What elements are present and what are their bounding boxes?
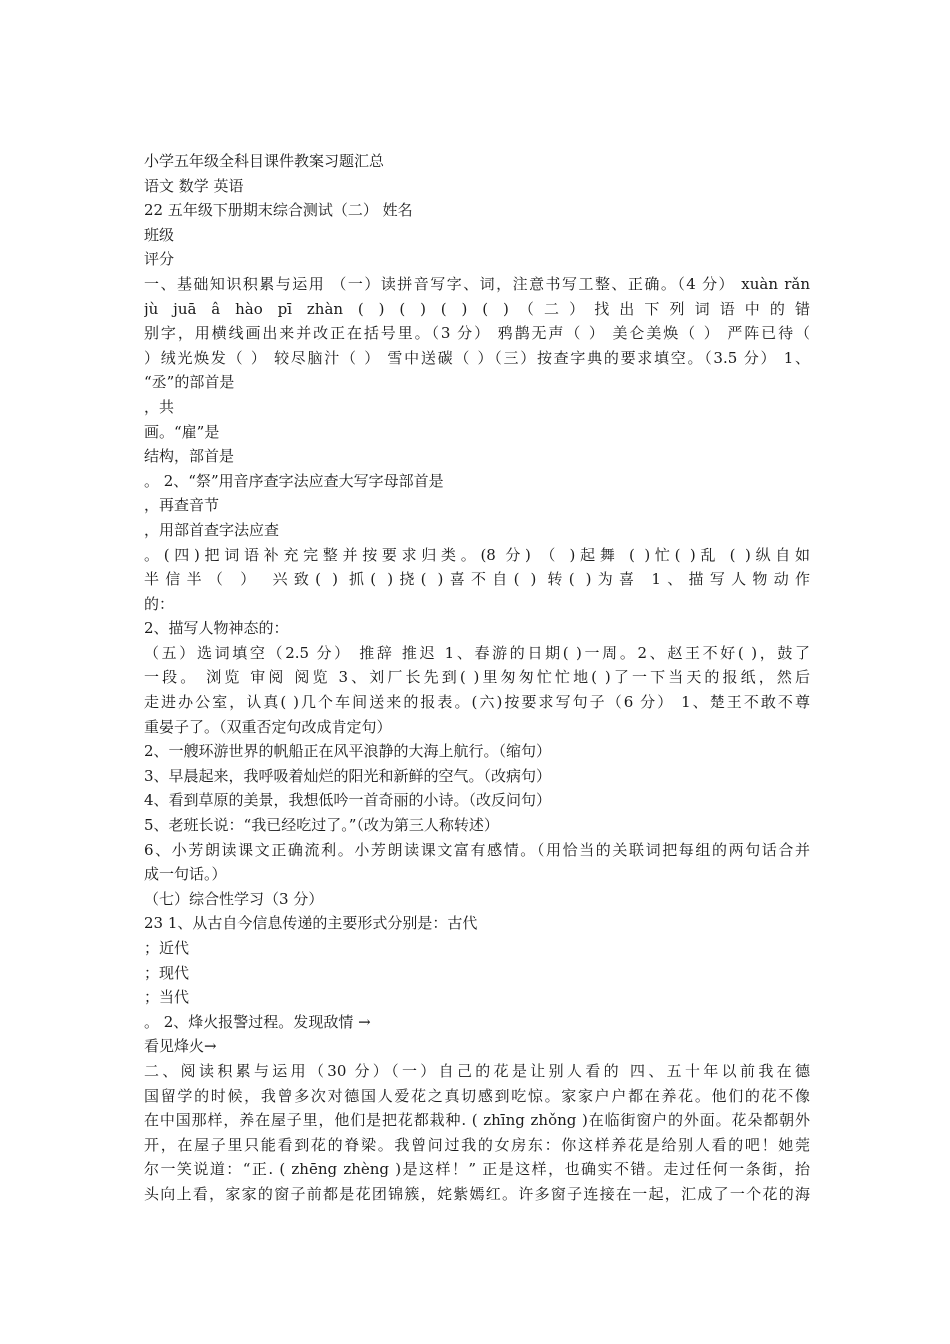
text-line: 2、描写人物神态的：: [144, 619, 289, 638]
text-line: 班级: [144, 225, 175, 244]
text-line: ；现代: [144, 963, 190, 982]
text-line: 的：: [144, 594, 175, 613]
text-line: 4、看到草原的美景，我想低吟一首奇丽的小诗。（改反问句）: [144, 791, 552, 810]
text-line: 6、小芳朗读课文正确流利。小芳朗读课文富有感情。（用恰当的关联词把每组的两句话合并: [144, 840, 810, 859]
text-line: 评分: [144, 250, 175, 269]
text-line: 尔一笑说道：“正. ( zhēng zhèng )是这样！” 正是这样，也确实不错。走过任何一条街，抬: [144, 1160, 810, 1179]
text-line: ，共: [144, 397, 175, 416]
text-line: 重晏子了。（双重否定句改成肯定句）: [144, 717, 392, 736]
text-line: ；近代: [144, 939, 190, 957]
document-body: [144, 149, 810, 1207]
text-line: 结构，部首是: [144, 447, 235, 466]
text-line: ；当代: [144, 988, 190, 1007]
text-line: 画。“雇”是: [144, 422, 220, 441]
text-line: “丞”的部首是: [144, 373, 235, 392]
text-line: ）绒光焕发（ ） 较尽脑汁（ ） 雪中送碳（ ）（三）按查字典的要求填空。（3.5 分） 1、: [144, 348, 810, 367]
text-line: 2、一艘环游世界的帆船正在风平浪静的大海上航行。（缩句）: [144, 742, 552, 761]
text-line: jù juā â hào pī zhàn ( ) ( ) ( ) ( )（二）找出下列词语中的错: [144, 299, 810, 318]
text-line: 。 2、“祭”用音序查字法应查大写字母部首是: [144, 471, 444, 490]
text-line: 。 2、烽火报警过程。发现敌情 →: [144, 1012, 371, 1031]
text-line: 别字，用横线画出来并改正在括号里。（3 分） 鸦鹊无声（ ） 美仑美焕（ ） 严阵已待（: [144, 324, 810, 343]
text-line: （七）综合性学习（3 分）: [144, 889, 324, 908]
text-line: 开，在屋子里只能看到花的脊梁。我曾问过我的女房东：你这样养花是给别人看的吧！她莞: [144, 1135, 810, 1154]
text-line: 语文 数学 英语: [144, 176, 244, 195]
text-line: 头向上看，家家的窗子前都是花团锦簇，姹紫嫣红。许多窗子连接在一起，汇成了一个花的海: [144, 1184, 810, 1203]
text-line: 22 五年级下册期末综合测试（二） 姓名: [144, 201, 413, 220]
text-line: 看见烽火→: [144, 1037, 217, 1056]
text-line: ，再查音节: [144, 496, 220, 515]
text-line: 一段。 浏览 审阅 阅览 3、刘厂长先到( )里匆匆忙忙地( )了一下当天的报纸，然后: [144, 668, 810, 687]
text-line: 3、早晨起来，我呼吸着灿烂的阳光和新鲜的空气。（改病句）: [144, 766, 552, 785]
text-line: 23 1、从古自今信息传递的主要形式分别是：古代: [144, 914, 478, 933]
text-line: 小学五年级全科目课件教案习题汇总: [144, 152, 385, 170]
text-line: 一、基础知识积累与运用 （一）读拼音写字、词，注意书写工整、正确。（4 分） xuàn rǎn: [144, 274, 810, 293]
text-line: 。(四)把词语补充完整并按要求归类。(8 分) （ )起舞 ( )忙( )乱 ( )纵自如: [144, 545, 810, 564]
text-line: 二、阅读积累与运用（30 分）（一）自己的花是让别人看的 四、五十年以前我在德: [144, 1061, 810, 1080]
text-line: 走进办公室，认真( )几个车间送来的报表。(六)按要求写句子（6 分） 1、楚王不敢不尊: [144, 693, 810, 712]
text-line: 国留学的时候，我曾多次对德国人爱花之真切感到吃惊。家家户户都在养花。他们的花不像: [144, 1086, 810, 1105]
text-line: 半信半（ ） 兴致( ) 抓( )挠( )喜不自( ) 转( )为喜 1、描写人物动作: [144, 570, 810, 589]
text-line: （五）选词填空（2.5 分） 推辞 推迟 1、春游的日期( )一周。2、赵王不好( )，鼓了: [144, 643, 810, 662]
text-line: 成一句话。）: [144, 865, 227, 884]
text-line: ，用部首查字法应查: [144, 520, 280, 539]
text-line: 在中国那样，养在屋子里，他们是把花都栽种. ( zhīng zhǒng )在临街窗户的外面。花朵都朝外: [144, 1111, 810, 1130]
text-line: 5、老班长说：“我已经吃过了。”（改为第三人称转述）: [144, 816, 499, 835]
